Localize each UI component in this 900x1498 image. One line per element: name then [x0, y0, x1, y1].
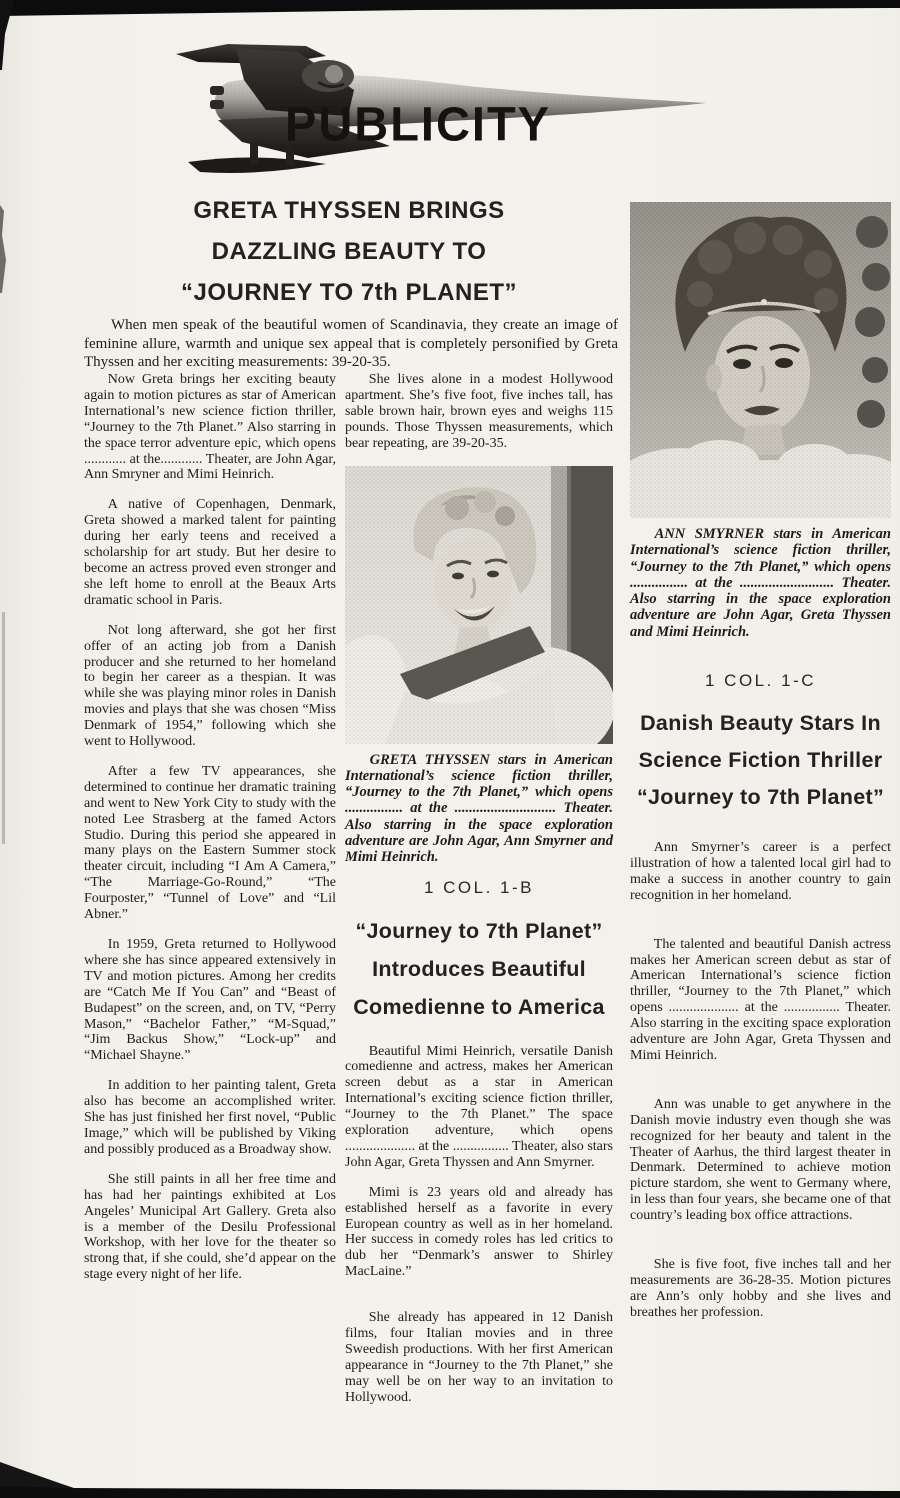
greta-headline-line3: “JOURNEY TO 7th PLANET” — [181, 279, 517, 306]
column-label-1c: 1 COL. 1-C — [705, 671, 816, 691]
greta-paragraph: In 1959, Greta returned to Hollywood where she has since appeared extensively in TV and motion pictures. Among her credits are “Catch Me If You Can” and “Beast of Budapest” on the screen, and, on TV, “Perry Mason,” “Bachelor Father,” “M-Squad,” “Jim Backus Show,” “Lock-up” and “Michael Shayne.” — [84, 937, 336, 1064]
greta-lead-paragraph — [84, 316, 618, 372]
ann-photo-caption: ANN SMYRNER stars in American International’s science fiction thriller, “Journey to the 7th Planet,” which opens ................ at the .......................... Theater. Also starring in the space exploration adventure are John Agar, Greta Thyssen and Mimi Heinrich. — [630, 526, 891, 640]
greta-paragraph: A native of Copenhagen, Denmark, Greta showed a marked talent for painting during her early teens and received a scholarship for art study. But her desire to become an actress proved even stronger and she left home to enroll at the Beaux Arts dramatic school in Paris. — [84, 497, 336, 608]
greta-headline — [83, 190, 615, 313]
ann-smyrner-photo — [630, 202, 891, 518]
scan-edge-bottom-left — [0, 1456, 80, 1490]
mimi-headline-line3: Comedienne to America — [353, 994, 605, 1019]
mimi-headline-line1: “Journey to 7th Planet” — [355, 918, 603, 943]
ann-headline — [630, 705, 891, 816]
ann-paragraph: Ann Smyrner’s career is a perfect illustration of how a talented local girl had to make a success in another country to gain recognition in her homeland. — [630, 839, 891, 903]
ann-headline-line3: “Journey to 7th Planet” — [636, 784, 885, 809]
greta-headline-line2: DAZZLING BEAUTY TO — [211, 238, 487, 265]
greta-paragraph: Not long afterward, she got her first offer of an acting job from a Danish producer and she returned to her homeland to begin her career as a thespian. It was while she was playing minor roles in Danish movies and plays that she was chosen “Miss Denmark of 1954,” following which she went to Hollywood. — [84, 622, 336, 750]
scan-edge-bottom — [0, 1484, 900, 1498]
publicity-rocket-masthead — [158, 24, 714, 182]
mimi-headline — [345, 912, 613, 1026]
greta-paragraph: She lives alone in a modest Hollywood apartment. She’s five foot, five inches tall, has sable brown hair, brown eyes and weighs 115 pounds. Those Thyssen measurements, which bear repeating, are 39-20-35. — [345, 372, 613, 451]
column-middle — [345, 372, 613, 1420]
greta-photo-caption: GRETA THYSSEN stars in American International’s science fiction thriller, “Journey to the 7th Planet,” which opens ................ at the ............................ Theater. Also starring in the space exploration adventure are John Agar, Ann Smyrner and Mimi Heinrich. — [345, 751, 613, 866]
scan-edge-mark — [2, 612, 5, 844]
greta-paragraph: She still paints in all her free time and has had her paintings exhibited at Los Angeles’ Municipal Art Gallery. Greta also is a member of the Desilu Professional Workshop, with her love for the theater so strong that, if she could, she’d appear on the stage every night of her life. — [84, 1171, 336, 1283]
greta-thyssen-photo — [345, 466, 613, 744]
mimi-paragraph: She already has appeared in 12 Danish films, four Italian movies and in three Sweedish productions. With her first American appearance in “Journey to the 7th Planet,” she may well be on her way to an invitation to Hollywood. — [345, 1310, 613, 1405]
ann-paragraph: The talented and beautiful Danish actress makes her American screen debut as star of American International’s science fiction thriller, “Journey to the 7th Planet,” which opens .................... at the ................ Theater. Also starring in the exciting space exploration adventure are John Agar, Greta Thyssen and Mimi Heinrich. — [630, 936, 891, 1063]
publicity-title: PUBLICITY — [284, 97, 552, 152]
column-left — [84, 372, 336, 1297]
ann-paragraph: She is five foot, five inches tall and her measurements are 36-28-35. Motion pictures are Ann’s only hobby and she lives and breathes her profession. — [630, 1257, 891, 1320]
column-right — [630, 198, 891, 1354]
greta-headline-line1: GRETA THYSSEN BRINGS — [193, 197, 505, 224]
greta-paragraph: Now Greta brings her exciting beauty again to motion pictures as star of American International’s new science fiction thriller, “Journey to the 7th Planet.” Also starring in the space terror adventure epic, which opens ............ at the............ Theater, are John Agar, Ann Smryner and Mimi Heinrich. — [84, 372, 336, 483]
ann-headline-line2: Science Fiction Thriller — [638, 747, 883, 772]
mimi-paragraph: Mimi is 23 years old and already has established herself as a favorite in every European country as well as in her homeland. Her success in comedy roles has led critics to dub her “Denmark’s answer to Shirley MacLaine.” — [345, 1184, 613, 1280]
ann-paragraph: Ann was unable to get anywhere in the Danish movie industry even though she was recognized for her beauty and talent in the Theater of Aarhus, the third largest theater in Denmark. Determined to achieve motion picture stardom, she went to Germany where, in less than four years, she became one of that country’s leading box office attractions. — [630, 1096, 891, 1224]
greta-paragraph: In addition to her painting talent, Greta also has become an accomplished writer. She has just finished her first novel, “Public Image,” which will be published by Viking and possibly produced as a Broadway show. — [84, 1078, 336, 1157]
scan-edge-mark — [0, 205, 6, 293]
column-label-1b: 1 COL. 1-B — [423, 877, 535, 897]
greta-paragraph: After a few TV appearances, she determined to continue her dramatic training and went to New York City to study with the noted Lee Strasberg at the famed Actors Studio. During this period she appeared in many plays on the Eastern Summer stock theater circuit, including “I Am A Camera,” “The Marriage-Go-Round,” “The Fourposter,” “Tunnel of Love” and “Lil Abner.” — [84, 763, 336, 923]
scan-edge-top — [0, 0, 900, 18]
ann-headline-line1: Danish Beauty Stars In — [640, 710, 881, 735]
mimi-headline-line2: Introduces Beautiful — [372, 956, 586, 981]
mimi-paragraph: Beautiful Mimi Heinrich, versatile Danish comedienne and actress, makes her American screen debut as a star in American International’s exciting science fiction thriller, “Journey to the 7th Planet.” The space exploration adventure, which opens .................... at the ................ Theater, also stars John Agar, Greta Thyssen and Ann Smyrner. — [345, 1043, 613, 1170]
greta-lead-text: When men speak of the beautiful women of Scandinavia, they create an image of feminine allure, warmth and unique sex appeal that is completely personified by Greta Thyssen and her exciting measurements: 39-20-35. — [84, 317, 618, 370]
